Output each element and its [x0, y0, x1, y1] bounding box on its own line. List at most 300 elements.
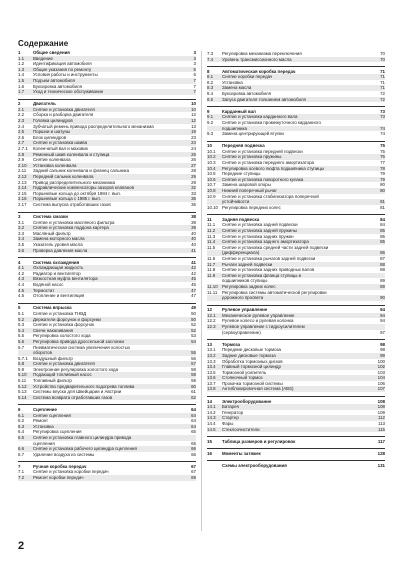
toc-entry-number: 1.7 [18, 89, 25, 95]
toc-entry-page: 81 [380, 204, 385, 210]
toc-entry-number: 2.12 [18, 173, 27, 179]
toc-entry-number: 5.11 [18, 378, 27, 384]
toc-entry-number: 6.4 [18, 429, 25, 435]
toc-entry-page: 115 [378, 426, 385, 432]
toc-entry-title: Гидравлические компенсаторы зазоров клапанов [33, 185, 134, 191]
toc-entry-title: Подающий топливный насос [33, 372, 92, 378]
toc-entry-page: 24 [191, 140, 196, 146]
toc-entry-title: Прокачка тормозной системы [222, 380, 283, 386]
toc-entry[interactable] [18, 248, 196, 254]
toc-entry-page: 7 [193, 89, 196, 95]
toc-entry-title: Отопление и вентиляция [33, 293, 85, 299]
toc-entry-number: 5.2 [18, 316, 25, 322]
toc-entry-page: 108 [377, 398, 385, 404]
toc-entry-page: 39 [191, 219, 196, 225]
toc-entry-number: 6.3 [18, 423, 25, 429]
toc-entry-title: Задний сальник коленвала и фланец сальника [33, 168, 130, 174]
toc-entry-page: 71 [380, 68, 385, 74]
toc-entry-number: 8.5 [207, 96, 214, 102]
toc-entry-title: Общие сведения [33, 50, 70, 55]
toc-section-entry[interactable] [18, 99, 196, 107]
toc-entry-title: Замена шаровой опоры [222, 182, 271, 188]
toc-entry-number: 15 [207, 438, 212, 444]
toc-section-entry[interactable] [207, 339, 385, 347]
toc-entry-title: Снятие и установка пружины [222, 154, 282, 160]
toc-entry-page: 57 [191, 361, 196, 367]
toc-entry-page: 88 [380, 267, 385, 273]
toc-entry-number: 12.1 [207, 312, 216, 318]
toc-entry-title: Установка [222, 79, 243, 85]
toc-entry-page: 59 [191, 372, 196, 378]
toc-section-entry[interactable] [18, 461, 196, 469]
toc-entry-title: Пневматическая система увеличения холостых [33, 344, 131, 350]
toc-entry[interactable] [18, 89, 196, 95]
toc-entry[interactable] [207, 330, 385, 336]
toc-entry-number: 10.6 [207, 176, 216, 182]
toc-entry-number: 11.5 [207, 244, 216, 250]
toc-entry-number: 10.4 [207, 165, 216, 171]
toc-section-entry[interactable] [207, 305, 385, 313]
toc-entry-number: 5.13 [18, 389, 27, 395]
toc-entry-title: Снятие и установка заднего амортизатора [222, 239, 309, 245]
toc-entry-number: 6.5 [18, 434, 25, 440]
toc-entry-number: 13.8 [207, 386, 216, 392]
toc-entry-page: 53 [191, 333, 196, 339]
toc-entry-page: 84 [380, 216, 385, 222]
toc-entry-page: 62 [191, 394, 196, 400]
toc-entry-title: Вязкостная муфта вентилятора [33, 276, 98, 282]
toc-entry-page: 78 [380, 165, 385, 171]
toc-entry-number: 6 [18, 406, 21, 412]
toc-entry-page: 94 [380, 312, 385, 318]
toc-entry-title: Система охлаждения [33, 259, 80, 265]
toc-entry-title: Регулировка механизма переключения [222, 51, 302, 56]
toc-entry-title: Таблица размеров и регулировок [222, 438, 296, 444]
toc-entry-title: Регулировка системы автоматической регулировки [222, 289, 327, 295]
toc-entry-number: 2.15 [18, 190, 27, 196]
toc-entry-title: Замена масла [222, 85, 252, 91]
toc-entry-number: 2.10 [18, 162, 27, 168]
toc-entry-page: 75 [380, 148, 385, 154]
toc-entry-page: 102 [377, 364, 385, 370]
toc-entry-number: 2.8 [18, 151, 25, 157]
toc-entry-title: Масляный фильтр [33, 230, 71, 236]
toc-entry-title: дорожного просвета [222, 295, 264, 301]
page-title: Содержание [18, 39, 69, 48]
toc-entry-number: 3.3 [18, 230, 25, 236]
toc-section-entry[interactable] [207, 396, 385, 404]
toc-entry-title: Ремонт коробки передач [33, 474, 84, 480]
toc-entry-page: 112 [378, 415, 385, 421]
toc-entry-number: 2.16 [18, 196, 27, 202]
toc-entry-number: 8.4 [207, 91, 214, 97]
toc-section-entry[interactable] [18, 404, 196, 412]
toc-entry-page: 55 [191, 350, 196, 356]
toc-entry-title: Радиатор и вентилятор [33, 270, 81, 276]
toc-entry-page: 26 [191, 157, 196, 163]
toc-entry-number: 11.4 [207, 239, 216, 245]
toc-entry-title: подшипников ступицы [222, 278, 268, 284]
toc-entry-number: 1.4 [18, 72, 25, 78]
toc-entry-title: Снятие и установка задней пружины [222, 228, 297, 234]
toc-entry[interactable] [207, 131, 385, 137]
toc-entry-page: 80 [380, 187, 385, 193]
toc-entry-number: 11.9 [207, 272, 216, 278]
toc-entry-title: Поршневые кольца до октября 1984 г. вып. [33, 190, 122, 196]
toc-entry-number: 5.14 [18, 394, 27, 400]
toc-entry-title: Снятие и установка двигателя [33, 106, 95, 112]
toc-entry-number: 13.4 [207, 364, 216, 370]
toc-entry-number: 3.5 [18, 242, 25, 247]
toc-entry-page: 7 [193, 77, 196, 83]
toc-entry-title: Обработка тормозных дисков [222, 358, 283, 364]
toc-entry-page: 60 [191, 383, 196, 389]
toc-entry-page: 40 [191, 230, 196, 236]
toc-entry-number: 10.3 [207, 160, 216, 165]
toc-entry-page: 19 [191, 129, 196, 135]
toc-entry[interactable] [18, 293, 196, 299]
toc-entry-title: (сервоуправление) [222, 329, 261, 335]
toc-entry-number: 3.4 [18, 236, 25, 242]
toc-entry-title: Снятие и установка рабочего цилиндра сцепления [33, 446, 137, 452]
toc-entry-title: Водяной насос [33, 282, 64, 288]
toc-entry-title: сцепления [33, 440, 55, 446]
toc-entry[interactable] [207, 295, 385, 301]
toc-entry-title: Задние дисковые тормоза [222, 352, 276, 358]
toc-entry-page: 61 [191, 389, 196, 395]
toc-entry-page: 98 [380, 341, 385, 347]
toc-entry-title: Снятие и установка передней подвески [222, 148, 303, 154]
toc-entry-title: Указатель уровня масла [33, 242, 83, 247]
toc-entry-number: 5.5 [18, 333, 25, 339]
toc-entry-number: 4.1 [18, 265, 25, 271]
toc-entry-title: Снятие и установка переднего амортизатора [222, 160, 314, 165]
toc-entry[interactable] [18, 452, 196, 458]
toc-entry[interactable] [207, 205, 385, 211]
toc-entry-number: 10.5 [207, 171, 216, 177]
toc-entry-page: 84 [380, 222, 385, 228]
toc-section-entry[interactable] [207, 141, 385, 149]
toc-entry-page: 29 [191, 179, 196, 185]
toc-entry-page: 66 [191, 446, 196, 452]
toc-entry-page: 10 [191, 101, 196, 107]
toc-section-entry[interactable] [18, 257, 196, 265]
toc-entry-page: 38 [191, 214, 196, 220]
toc-entry-page: 52 [191, 322, 196, 328]
toc-entry-page: 27 [191, 162, 196, 168]
toc-entry[interactable] [18, 395, 196, 401]
toc-entry-title: Механическое рулевое управление [222, 312, 295, 318]
toc-entry-page: 5 [193, 66, 196, 72]
toc-entry-page: 64 [191, 412, 196, 418]
toc-entry-title: Передний сальник коленвала [33, 173, 94, 179]
toc-entry-page: 32 [191, 185, 196, 191]
toc-entry-page: 117 [377, 438, 385, 444]
toc-entry-number: 4.6 [18, 293, 25, 299]
toc-entry-number: 11.11 [207, 289, 218, 295]
toc-entry-number: 10.8 [207, 187, 216, 193]
toc-entry-title: Снятие коробки передач [222, 74, 273, 80]
toc-entry-title: Идентификация автомобиля [33, 61, 92, 67]
toc-entry-title: Уровень трансмиссионного масла [222, 56, 292, 62]
toc-entry-title: Регулировка привода дроссельной заслонки [33, 338, 124, 344]
toc-entry-page: 113 [378, 420, 385, 426]
toc-entry-title: Снятие и установка коробки передач [33, 469, 109, 475]
toc-entry-page: 99 [380, 352, 385, 358]
toc-entry-number: 13 [207, 341, 212, 347]
toc-entry-title: Снятие и установка ТНВД [33, 310, 87, 316]
toc-entry-number: 7.1 [18, 469, 25, 475]
toc-entry-page: 66 [191, 451, 196, 457]
toc-entry-number: 13.5 [207, 369, 216, 375]
toc-entry-title: Снятие и установка рычагов задней подвески [222, 256, 316, 261]
toc-entry-number: 4 [18, 259, 21, 265]
toc-entry-title: Снятие сцепления [33, 412, 71, 418]
toc-entry-number: 2.4 [18, 123, 25, 129]
toc-entry-title: Зубчатый ремень привода распределительного механизма [33, 123, 154, 129]
toc-entry[interactable] [18, 202, 196, 208]
toc-entry-title: Система впрыска [33, 305, 72, 311]
toc-entry-title: Рычаги задней подвески [222, 261, 273, 267]
toc-entry-number: 1.3 [18, 66, 25, 72]
toc-entry-number: 9.3 [207, 131, 214, 137]
toc-entry-number: 12 [207, 307, 212, 313]
toc-left-column [18, 50, 196, 481]
toc-entry-number: 5.7.1 [18, 355, 28, 361]
toc-entry-page: 41 [191, 247, 196, 253]
toc-entry-title: Снятие и установка фланца ступицы и [222, 272, 302, 278]
toc-entry-title: Фары [222, 420, 234, 426]
toc-entry-number: 2.14 [18, 185, 27, 191]
toc-entry-page: 71 [380, 74, 385, 80]
toc-entry-page: 28 [191, 168, 196, 174]
toc-entry-title: Условия работы и инструменты [33, 72, 98, 78]
toc-entry-number: 1.5 [18, 77, 25, 83]
toc-entry-number: 3 [18, 214, 21, 220]
toc-section-entry[interactable] [18, 303, 196, 311]
toc-entry-title: Подъем автомобиля [33, 77, 75, 83]
toc-entry[interactable] [207, 97, 385, 103]
toc-entry-title: Снятие и установка двигателя [33, 361, 95, 367]
toc-section-entry[interactable] [18, 212, 196, 220]
toc-entry-page: 49 [191, 305, 196, 311]
toc-entry-title: Привод распределительного механизма [33, 179, 116, 185]
toc-entry-number: 10.7 [207, 182, 216, 188]
toc-entry-number: 6.6 [18, 446, 25, 452]
toc-entry-page: 107 [377, 386, 385, 392]
toc-entry-number: 2.13 [18, 179, 27, 185]
toc-entry-page: 77 [380, 160, 385, 165]
toc-entry-title: Передняя подвеска [222, 143, 265, 149]
toc-entry-title: Воздушный фильтр [33, 355, 73, 361]
toc-entry-number: 11.6 [207, 256, 216, 261]
toc-entry-title: Система выпуска отработавших газов [33, 201, 111, 207]
toc-entry-title: Сцепление [33, 406, 57, 412]
toc-entry-page: 12 [191, 112, 196, 118]
toc-entry-number: 5.3 [18, 322, 25, 328]
toc-section-entry[interactable] [207, 106, 385, 114]
toc-entry-number: 13.7 [207, 380, 216, 386]
toc-entry-title: Поршневые кольца с 1985 г. вып. [33, 196, 101, 202]
toc-entry-page: 47 [191, 293, 196, 299]
toc-entry-page: 23 [191, 134, 196, 140]
toc-entry-title: Головка цилиндров [33, 118, 73, 124]
toc-entry-title: Введение [33, 55, 53, 61]
toc-entry-number: 2.7.1 [18, 146, 28, 151]
toc-section-entry[interactable] [207, 448, 385, 456]
toc-entry-number: 2.7 [18, 140, 25, 146]
toc-entry-page: 36 [191, 201, 196, 207]
toc-entry-title: устойчивости [222, 199, 250, 205]
toc-entry-number: 8 [207, 68, 210, 74]
toc-entry-number: 2.11 [18, 168, 27, 174]
toc-entry-title: Моменты затяжек [222, 450, 261, 456]
toc-entry-title: Регулировка холостого хода [33, 333, 91, 339]
toc-entry-page: 73 [380, 114, 385, 120]
toc-entry-title: Термостат [33, 287, 55, 293]
toc-entry-title: Батарея [222, 404, 239, 410]
toc-entry-page: 75 [380, 143, 385, 149]
toc-entry-number: 6.2 [18, 418, 25, 424]
toc-entry-page: 24 [191, 146, 196, 151]
toc-entry-number: 6.1 [18, 412, 25, 418]
toc-entry-title: Генератор [222, 409, 244, 415]
toc-entry-number: 7 [18, 463, 21, 469]
toc-entry-number: 2 [18, 101, 21, 107]
toc-entry-number: 5 [18, 305, 21, 311]
toc-entry-title: Нижний поперечный рычаг [222, 187, 277, 193]
toc-entry-number: 5.9 [18, 366, 25, 372]
toc-entry-page: 42 [191, 270, 196, 276]
toc-entry-title: Регулировка осевого люфта подшипника ступицы [222, 165, 324, 171]
toc-entry-title: Снятие и установка главного цилиндра привода [33, 434, 132, 440]
toc-entry[interactable] [207, 386, 385, 392]
toc-entry-page: 3 [193, 55, 196, 61]
toc-entry-page: 52 [191, 327, 196, 333]
toc-entry-title: Буксировка автомобиля [222, 91, 271, 97]
toc-entry-page: 109 [377, 409, 385, 415]
toc-entry-title: Стояночный тормоз [222, 375, 263, 381]
toc-entry-page: 58 [191, 366, 196, 372]
toc-entry-page: 86 [380, 250, 385, 256]
toc-entry-page: 64 [191, 418, 196, 424]
toc-entry-page: 85 [380, 228, 385, 234]
toc-entry[interactable] [207, 427, 385, 433]
toc-entry-number: 13.3 [207, 358, 216, 364]
toc-entry-number: 10.1 [207, 148, 216, 154]
toc-entry-title: Снятие и установка карданного вала [222, 114, 298, 120]
toc-entry-page: 54 [191, 338, 196, 344]
toc-entry-title: Ручная коробка передач [33, 463, 87, 469]
toc-entry[interactable] [18, 475, 196, 481]
toc-entry-page: 85 [380, 233, 385, 239]
toc-entry-title: Система возврата отработавших газов [33, 394, 113, 400]
toc-entry-title: Регулировка сцепления [33, 429, 82, 435]
toc-entry-title: Рулевое управление с гидроусилителем [222, 324, 305, 330]
toc-entry-title: Электронная регулировка холостого хода [33, 366, 119, 372]
toc-section-entry[interactable] [207, 214, 385, 222]
toc-entry-title: Устройство предварительного подогрева топлива [33, 383, 135, 389]
toc-entry-number: 11.7 [207, 261, 216, 267]
toc-entry-title: Замена центрирующей втулки [222, 131, 284, 137]
toc-entry-page: 71 [380, 79, 385, 85]
toc-entry-page: 72 [380, 91, 385, 97]
toc-entry-title: Ременный шкив коленвала и ступица [33, 151, 110, 157]
toc-entry-number: 11 [207, 216, 212, 222]
toc-entry-title: Установка коленвала [33, 162, 77, 168]
toc-entry-title: Свечи накаливания [33, 327, 74, 333]
toc-entry-title: Рулевое колесо и рулевая колонка [222, 318, 294, 324]
toc-entry-title: Снятие и установка стабилизатора поперечной [222, 193, 319, 199]
toc-entry-number: 14.1 [207, 404, 216, 410]
toc-entry-page: 59 [191, 378, 196, 384]
toc-entry-title: Антиблокировочная система (ABS) [222, 386, 294, 392]
toc-entry-page: 67 [191, 463, 196, 469]
toc-entry-number: 13.1 [207, 347, 216, 353]
toc-entry-title: Запуск двигателя толканием автомобиля [222, 96, 306, 102]
toc-entry-page: 7 [193, 83, 196, 89]
toc-entry-page: 41 [191, 259, 196, 265]
toc-entry-page: 25 [191, 151, 196, 157]
toc-entry-title: Коленчатый вал и маховик [33, 146, 88, 151]
toc-entry-page: 12 [191, 118, 196, 124]
toc-entry-title: Снятие и установка форсунок [33, 322, 95, 328]
toc-entry-number: 10.2 [207, 154, 216, 160]
toc-entry-number: 11.3 [207, 233, 216, 239]
toc-entry-title: Снятие и установка средней части задней подвески [222, 244, 329, 250]
toc-entry-page: 79 [380, 171, 385, 177]
toc-entry-number: 5.6 [18, 338, 25, 344]
toc-entry-title: Блок цилиндров [33, 134, 67, 140]
toc-entry-number: 2.6 [18, 134, 25, 140]
toc-entry-number: 9.1 [207, 114, 214, 120]
toc-entry-number: 9 [207, 108, 210, 114]
toc-entry-number: 12.3 [207, 324, 216, 330]
toc-entry-title: Снятие и установка шкива [33, 140, 88, 146]
toc-entry-number: 8.2 [207, 79, 214, 85]
toc-entry-title: Задняя подвеска [222, 216, 260, 222]
toc-entry-number: 6.7 [18, 451, 25, 457]
toc-entry-title: Снятие и установка промежуточного карданного [222, 119, 321, 125]
toc-entry-page: 94 [380, 307, 385, 313]
toc-entry-page: 50 [191, 310, 196, 316]
toc-entry-page: 79 [380, 176, 385, 182]
toc-entry-title: Система смазки [33, 214, 68, 220]
toc-entry-page: 67 [191, 469, 196, 475]
toc-entry-page: 81 [380, 199, 385, 205]
toc-entry-title: Уход и техническое обслуживание [33, 89, 104, 95]
toc-entry-number: 11.10 [207, 283, 218, 289]
toc-entry-title: Стартер [222, 415, 239, 421]
toc-entry-number: 10.9 [207, 193, 216, 199]
toc-entry-page: 131 [377, 462, 385, 468]
toc-section-entry[interactable] [207, 460, 385, 468]
toc-entry-page: 70 [380, 51, 385, 56]
toc-entry-title: Проверка давления масла [33, 247, 88, 253]
toc-entry[interactable] [207, 57, 385, 63]
toc-entry-page: 36 [191, 196, 196, 202]
toc-section-entry[interactable] [207, 436, 385, 444]
toc-entry-number: 4.3 [18, 276, 25, 282]
toc-entry-page: 76 [380, 154, 385, 160]
toc-entry-number: 3.6 [18, 247, 25, 253]
toc-entry-number: 1.1 [18, 55, 25, 61]
toc-entry-title: Поршни и шатуны [33, 129, 71, 135]
toc-entry-number: 2.3 [18, 118, 25, 124]
toc-entry-number: 8.3 [207, 85, 214, 91]
toc-section-entry[interactable] [207, 66, 385, 74]
toc-entry-number: 4.4 [18, 282, 25, 288]
